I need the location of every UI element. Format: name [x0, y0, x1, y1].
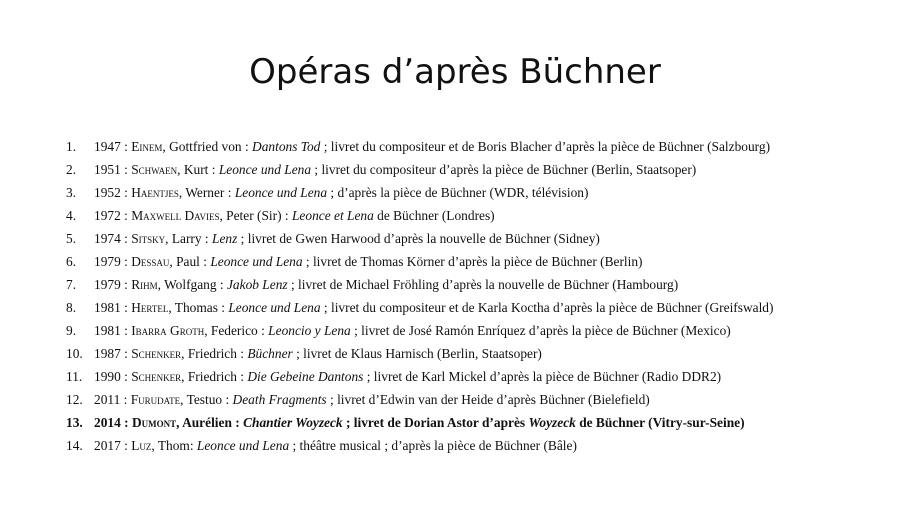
composer-name: Haentjes [131, 185, 179, 200]
item-text [94, 319, 731, 342]
item-description: ; livret du compositeur et de Karla Koctha d’après la pièce de Büchner (Greifswald) [320, 300, 774, 315]
item-number: 5. [66, 231, 77, 246]
item-number: 6. [66, 254, 77, 269]
item-year: 1952 : [94, 185, 132, 200]
list-item [66, 388, 896, 411]
item-number: 3. [66, 185, 77, 200]
composer-firstname: , Kurt : [177, 162, 219, 177]
composer-firstname: , Aurélien : [176, 415, 244, 430]
work-title: Leonce und Lena [210, 254, 303, 269]
item-number: 2. [66, 162, 77, 177]
item-description: ; théâtre musical ; d’après la pièce de Büchner (Bâle) [289, 438, 577, 453]
composer-name: Schwaen [131, 162, 178, 177]
work-title: Die Gebeine Dantons [247, 369, 364, 384]
composer-name: Maxwell Davies [131, 208, 220, 223]
item-text [94, 296, 773, 319]
composer-firstname: , Werner : [178, 185, 235, 200]
item-number: 12. [66, 392, 83, 407]
item-number: 11. [66, 369, 83, 384]
opera-list [66, 135, 896, 457]
item-number: 8. [66, 300, 77, 315]
list-item [66, 365, 896, 388]
item-number: 13. [66, 415, 83, 430]
item-text [94, 434, 577, 457]
list-item [66, 181, 896, 204]
composer-name: Sitsky [131, 231, 166, 246]
work-title: Leonce und Lena [196, 438, 290, 453]
work-title: Leonce und Lena [228, 300, 321, 315]
item-text [94, 250, 643, 273]
composer-firstname: , Paul : [169, 254, 211, 269]
item-year: 1947 : [94, 139, 132, 154]
item-description: ; d’après la pièce de Büchner (WDR, télévision) [327, 185, 589, 200]
item-number: 4. [66, 208, 77, 223]
item-number: 7. [66, 277, 77, 292]
item-year: 2011 : [94, 392, 131, 407]
composer-firstname: , Larry : [165, 231, 213, 246]
composer-name: Luz [131, 438, 152, 453]
list-item [66, 411, 896, 434]
composer-firstname: , Thom: [151, 438, 197, 453]
item-description: ; livret de José Ramón Enríquez d’après la pièce de Büchner (Mexico) [350, 323, 731, 338]
item-year: 1951 : [94, 162, 132, 177]
composer-firstname: , Peter (Sir) : [219, 208, 292, 223]
composer-firstname: , Testuo : [180, 392, 233, 407]
work-title-secondary: Woyzeck [528, 415, 576, 430]
item-description: ; livret de Gwen Harwood d’après la nouvelle de Büchner (Sidney) [237, 231, 600, 246]
work-title: Büchner [247, 346, 293, 361]
composer-firstname: , Gottfried von : [162, 139, 253, 154]
item-text [94, 388, 650, 411]
item-number: 14. [66, 438, 83, 453]
composer-name: Dessau [131, 254, 170, 269]
work-title: Lenz [212, 231, 238, 246]
item-year: 1990 : [94, 369, 132, 384]
list-item [66, 158, 896, 181]
work-title: Chantier Woyzeck [243, 415, 343, 430]
list-item [66, 204, 896, 227]
item-number: 9. [66, 323, 77, 338]
composer-name: Schenker [131, 369, 182, 384]
work-title: Dantons Tod [252, 139, 321, 154]
work-title: Death Fragments [232, 392, 327, 407]
composer-name: Einem [131, 139, 163, 154]
item-text [94, 181, 588, 204]
item-year: 1981 : [94, 323, 132, 338]
item-description: ; livret de Michael Fröhling d’après la nouvelle de Büchner (Hambourg) [287, 277, 679, 292]
item-text [94, 158, 696, 181]
item-description: ; livret du compositeur et de Boris Blacher d’après la pièce de Büchner (Salzbourg) [320, 139, 771, 154]
item-description: ; livret de Klaus Harnisch (Berlin, Staatsoper) [292, 346, 542, 361]
work-title: Leonce und Lena [218, 162, 312, 177]
item-description: ; livret d’Edwin van der Heide d’après Büchner (Bielefield) [326, 392, 650, 407]
list-item [66, 135, 896, 158]
item-year: 1979 : [94, 277, 132, 292]
list-item [66, 296, 896, 319]
list-item [66, 250, 896, 273]
list-item [66, 342, 896, 365]
work-title: Leonce und Lena [234, 185, 328, 200]
work-title: Jakob Lenz [226, 277, 288, 292]
item-year: 1981 : [94, 300, 132, 315]
item-number: 1. [66, 139, 77, 154]
list-item [66, 434, 896, 457]
slide-title: Opéras d’après Büchner [249, 52, 661, 92]
item-text [94, 204, 495, 227]
work-title: Leonce et Lena [291, 208, 374, 223]
item-text [94, 342, 542, 365]
item-year: 2017 : [94, 438, 132, 453]
item-description: ; livret de Karl Mickel d’après la pièce de Büchner (Radio DDR2) [363, 369, 722, 384]
composer-firstname: , Thomas : [168, 300, 229, 315]
item-year: 1974 : [94, 231, 132, 246]
item-text [94, 365, 721, 388]
composer-name: Furudate [130, 392, 181, 407]
item-text [94, 273, 678, 296]
item-year: 1979 : [94, 254, 132, 269]
item-year: 2014 : [94, 415, 132, 430]
composer-name: Dumont [131, 415, 177, 430]
composer-name: Schenker [131, 346, 182, 361]
list-item [66, 273, 896, 296]
item-text [94, 135, 770, 158]
item-text [94, 227, 600, 250]
list-item [66, 319, 896, 342]
composer-firstname: , Wolfgang : [157, 277, 227, 292]
item-description: ; livret de Thomas Körner d’après la pièce de Büchner (Berlin) [302, 254, 643, 269]
composer-firstname: , Federico : [204, 323, 269, 338]
composer-name: Rihm [131, 277, 158, 292]
composer-name: Hertel [131, 300, 169, 315]
item-description: de Büchner (Londres) [373, 208, 495, 223]
item-description: ; livret du compositeur d’après la pièce de Büchner (Berlin, Staatsoper) [311, 162, 697, 177]
work-title: Leoncio y Lena [268, 323, 351, 338]
item-number: 10. [66, 346, 83, 361]
composer-name: Ibarra Groth [131, 323, 205, 338]
composer-firstname: , Friedrich : [181, 369, 248, 384]
item-year: 1987 : [94, 346, 132, 361]
item-description: ; livret de Dorian Astor d’après [342, 415, 529, 430]
item-description-tail: de Büchner (Vitry-sur-Seine) [575, 415, 745, 430]
composer-firstname: , Friedrich : [181, 346, 248, 361]
list-item [66, 227, 896, 250]
item-year: 1972 : [94, 208, 132, 223]
item-text [94, 411, 745, 434]
